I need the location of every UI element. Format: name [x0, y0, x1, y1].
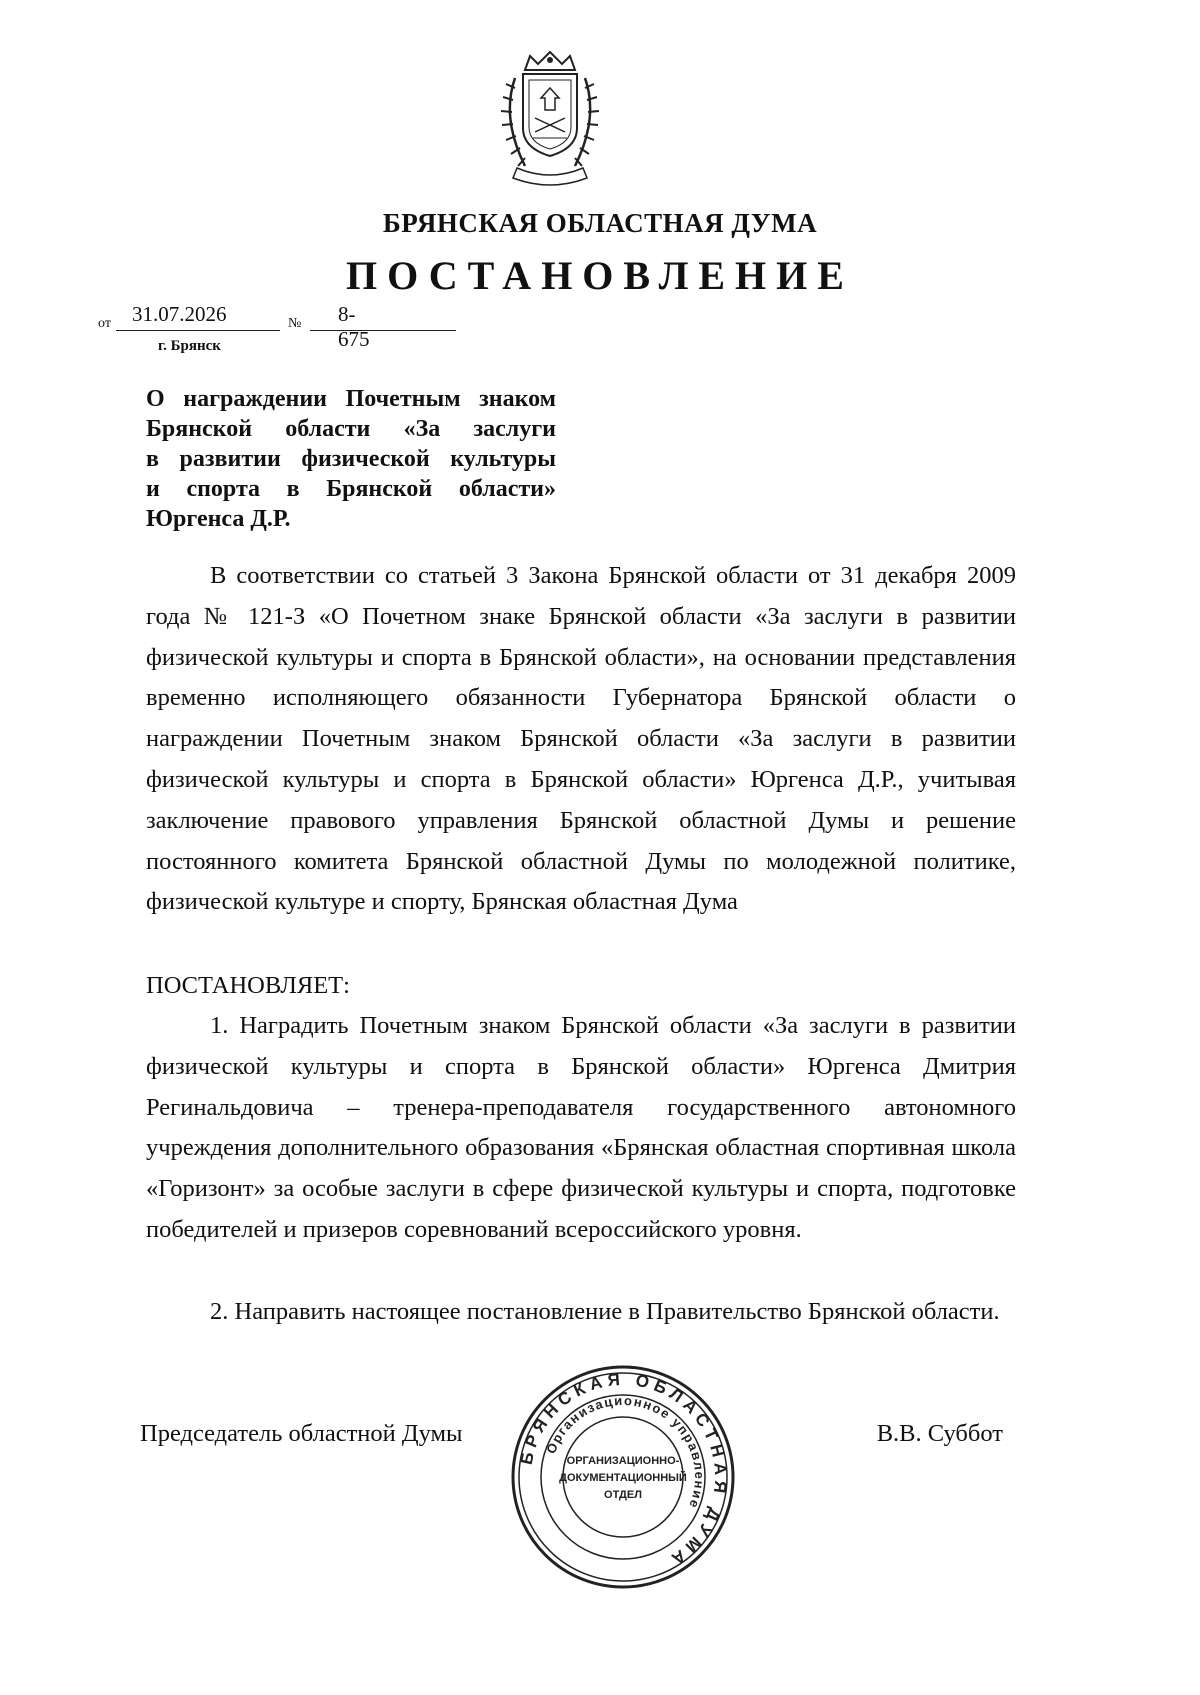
subject-line: в развитии физической культуры: [146, 446, 556, 472]
date-label: от: [98, 316, 111, 331]
document-date: 31.07.2026: [132, 302, 227, 326]
subject-line: О награждении Почетным знаком: [146, 386, 556, 412]
preamble-paragraph: В соответствии со статьей 3 Закона Брянской области от 31 декабря 2009 года № 121-З «О Почетном знаке Брянской области «За заслуги в развитии физической культуры и спорта в Брянской области», на основании представления временно исполняющего обязанности Губернатора Брянской области о награждении Почетным знаком Брянской области «За заслуги в развитии физической культуры и спорта в Брянской области» Юргенса Д.Р., учитывая заключение правового управления Брянской областной Думы и решение постоянного комитета Брянской областной Думы по молодежной политике, физической культуре и спорту, Брянская областная Дума: [146, 562, 1016, 916]
official-stamp: [508, 1362, 738, 1592]
stamp-outer-text: БРЯНСКАЯ ОБЛАСТНАЯ ДУМА: [516, 1369, 731, 1572]
signatory-name: В.В. Суббот: [876, 1420, 1003, 1447]
document-number: 8-675: [338, 302, 370, 351]
org-name: БРЯНСКАЯ ОБЛАСТНАЯ ДУМА: [382, 208, 818, 238]
decree-heading: ПОСТАНОВЛЯЕТ:: [146, 972, 350, 999]
coat-of-arms-emblem: [475, 48, 625, 198]
subject-line: Юргенса Д.Р.: [146, 506, 291, 532]
document-subject: [146, 384, 556, 534]
subject-line: и спорта в Брянской области»: [146, 476, 556, 502]
decree-item-2: 2. Направить настоящее постановление в Правительство Брянской области.: [210, 1298, 1000, 1325]
date-underline: [116, 330, 280, 331]
stamp-middle-text: Организационное управление: [543, 1392, 708, 1512]
decree-item-1: 1. Наградить Почетным знаком Брянской области «За заслуги в развитии физической культуры и спорта в Брянской области» Юргенса Дмитрия Регинальдовича – тренера-преподавателя государственного автономного учреждения дополнительного образования «Брянская областная спортивная школа «Горизонт» за особые заслуги в сфере физической культуры и спорта, подготовке победителей и призеров соревнований всероссийского уровня.: [146, 1012, 1016, 1243]
city-name: г. Брянск: [158, 338, 221, 354]
stamp-center-line: ДОКУМЕНТАЦИОННЫЙ: [559, 1472, 687, 1484]
signatory-position: Председатель областной Думы: [140, 1420, 463, 1447]
number-underline: [310, 330, 456, 331]
document-type-title: ПОСТАНОВЛЕНИЕ: [346, 253, 854, 298]
stamp-center-line: ОТДЕЛ: [604, 1489, 642, 1501]
number-label: №: [288, 316, 302, 331]
stamp-center-line: ОРГАНИЗАЦИОННО-: [566, 1455, 680, 1467]
subject-line: Брянской области «За заслуги: [146, 416, 556, 442]
